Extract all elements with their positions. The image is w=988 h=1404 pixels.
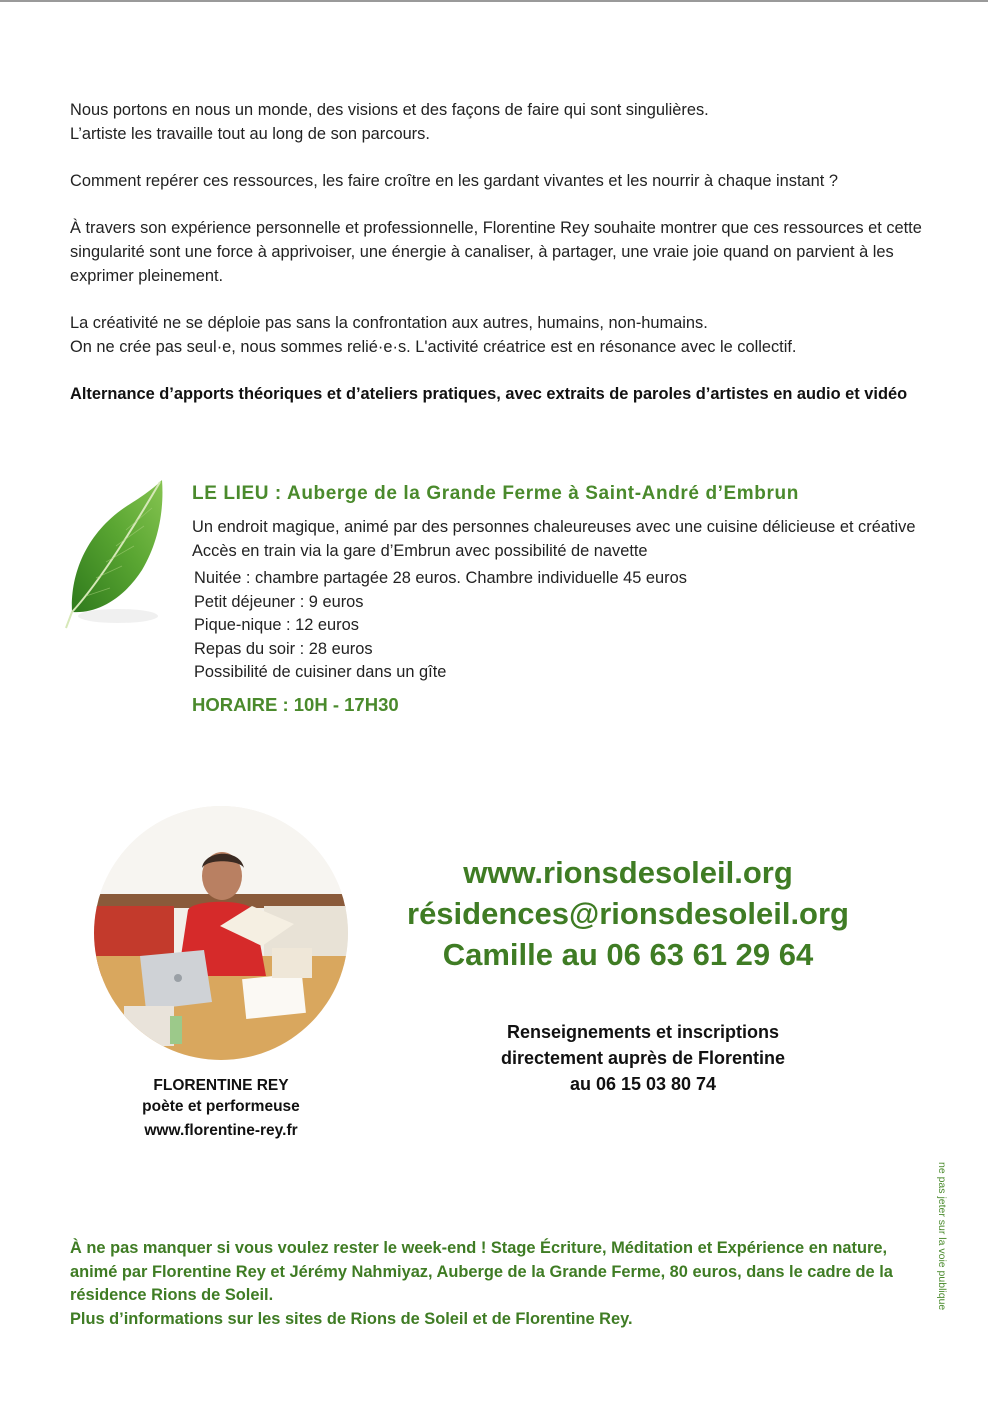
intro-paragraph-2: Comment repérer ces ressources, les faire croître en les gardant vivantes et les nourrir à chaque instant ? bbox=[70, 172, 838, 190]
venue-description: Un endroit magique, animé par des personnes chaleureuses avec une cuisine délicieuse et créative bbox=[192, 518, 916, 536]
intro-p4-line1: La créativité ne se déploie pas sans la confrontation aux autres, humains, non-humains. bbox=[70, 314, 708, 332]
email-link[interactable]: résidences@rionsdesoleil.org bbox=[407, 896, 849, 931]
registration-info bbox=[420, 1019, 866, 1097]
weekend-promo bbox=[70, 1237, 930, 1331]
intro-text bbox=[70, 98, 930, 429]
phone-contact: Camille au 06 63 61 29 64 bbox=[442, 937, 814, 972]
promo-paragraph-2: Plus d’informations sur les sites de Rions de Soleil et de Florentine Rey. bbox=[70, 1309, 633, 1328]
website-link[interactable]: www.rionsdesoleil.org bbox=[463, 855, 793, 890]
registration-line-3: au 06 15 03 80 74 bbox=[569, 1074, 717, 1094]
side-note bbox=[936, 1162, 960, 1332]
registration-line-1: Renseignements et inscriptions bbox=[506, 1022, 780, 1042]
price-item: Repas du soir : 28 euros bbox=[194, 639, 373, 658]
artist-website-link[interactable]: www.florentine-rey.fr bbox=[144, 1122, 298, 1139]
intro-paragraph-4 bbox=[70, 311, 930, 359]
intro-p1-line2: L’artiste les travaille tout au long de son parcours. bbox=[70, 125, 430, 143]
venue-title: LE LIEU : Auberge de la Grande Ferme à Saint-André d’Embrun bbox=[192, 483, 799, 504]
registration-line-2: directement auprès de Florentine bbox=[500, 1048, 786, 1068]
venue-access: Accès en train via la gare d’Embrun avec possibilité de navette bbox=[192, 542, 648, 560]
intro-p1-line1: Nous portons en nous un monde, des visions et des façons de faire qui sont singulières. bbox=[70, 101, 709, 119]
artist-portrait bbox=[94, 806, 348, 1060]
intro-paragraph-5: Alternance d’apports théoriques et d’ateliers pratiques, avec extraits de paroles d’artistes en audio et vidéo bbox=[70, 385, 908, 403]
intro-p4-line2: On ne crée pas seul·e, nous sommes relié·e·s. L'activité créatrice est en résonance avec le collectif. bbox=[70, 338, 797, 356]
price-item: Petit déjeuner : 9 euros bbox=[194, 592, 364, 611]
price-item: Pique-nique : 12 euros bbox=[194, 616, 359, 635]
promo-paragraph-1: À ne pas manquer si vous voulez rester le week-end ! Stage Écriture, Méditation et Expérience en nature, animé par Florentine Rey et Jérémy Nahmiyaz, Auberge de la Grande Ferme, 80 euros, dans le cadre de la résidence Rions de Soleil. bbox=[70, 1239, 893, 1304]
price-item: Possibilité de cuisiner dans un gîte bbox=[194, 663, 447, 682]
contact-block bbox=[390, 852, 866, 975]
leaf-image bbox=[56, 476, 174, 636]
artist-caption bbox=[94, 1075, 348, 1141]
schedule: HORAIRE : 10H - 17H30 bbox=[192, 693, 399, 715]
price-item: Nuitée : chambre partagée 28 euros. Chambre individuelle 45 euros bbox=[194, 569, 687, 587]
intro-paragraph-1 bbox=[70, 98, 930, 146]
venue-section bbox=[192, 482, 932, 716]
side-note-text: ne pas jeter sur la voie publique bbox=[936, 1162, 948, 1311]
artist-role: poète et performeuse bbox=[142, 1098, 300, 1115]
intro-paragraph-3: À travers son expérience personnelle et professionnelle, Florentine Rey souhaite montrer que ces ressources et cette singularité sont une force à apprivoiser, une énergie à canaliser, à partager, une vraie joie quand on parvient à les exprimer pleinement. bbox=[70, 219, 922, 285]
price-list bbox=[194, 567, 932, 685]
page-top-border bbox=[0, 0, 988, 2]
artist-name: FLORENTINE REY bbox=[153, 1077, 289, 1094]
